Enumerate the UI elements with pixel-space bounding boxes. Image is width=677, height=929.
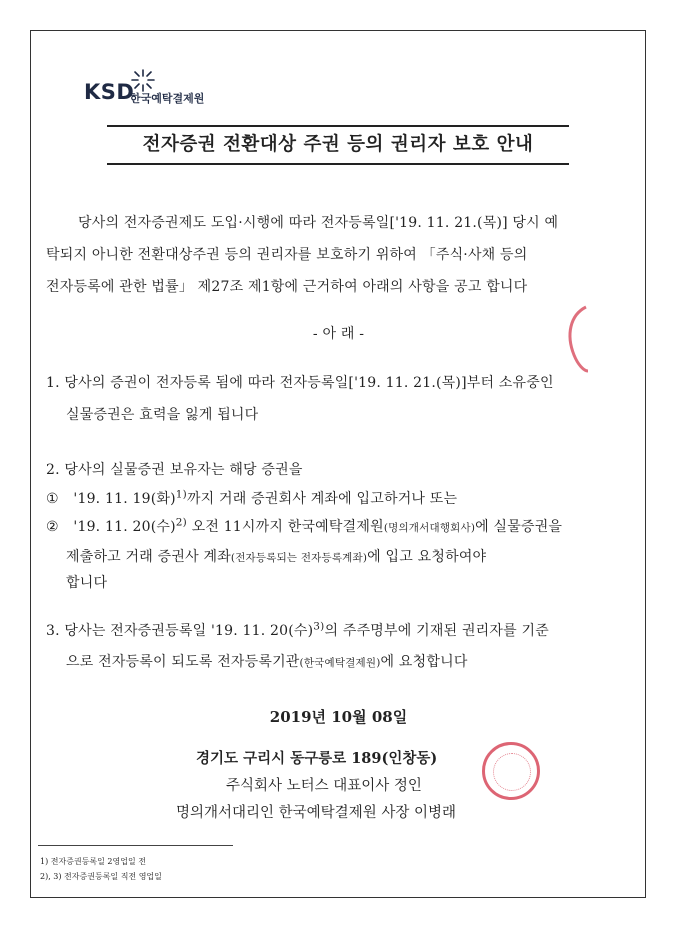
logo-brand: KSD — [84, 80, 135, 104]
item3-line-1 — [46, 620, 549, 640]
transfer-agent: 명의개서대리인 한국예탁결제원 사장 이병래 — [176, 805, 456, 821]
option-2-date: '19. 11. 20(수) — [73, 519, 176, 535]
option-1-text: 까지 거래 증권회사 계좌에 입고하거나 또는 — [186, 491, 458, 507]
page-title: 전자증권 전환대상 주권 등의 권리자 보호 안내 — [107, 125, 569, 165]
item2-option-2-line-2 — [66, 546, 486, 566]
option-2-text-end: 에 실물증권을 — [475, 519, 563, 535]
item1-line-2: 실물증권은 효력을 잃게 됩니다 — [66, 407, 259, 423]
option-2-line2-text: 제출하고 거래 증권사 계좌 — [66, 549, 231, 565]
option-1-date: '19. 11. 19(화) — [73, 491, 176, 507]
item3-line-2 — [66, 651, 468, 671]
option-2-mark: ② — [46, 519, 59, 535]
company-address: 경기도 구리시 동구릉로 189(인창동) — [196, 750, 438, 767]
option-2-line2-note: (전자등록되는 전자등록계좌) — [230, 552, 368, 564]
option-1-mark: ① — [46, 491, 59, 507]
footnote-divider — [38, 845, 233, 846]
side-seal-mark — [560, 305, 590, 373]
intro-line-2: 탁되지 아니한 전환대상주권 등의 권리자를 보호하기 위하여 「주식·사채 등의 — [46, 247, 528, 263]
option-2-note: (명의개서대행회사) — [383, 522, 476, 534]
footnote-ref-1: 1) — [175, 488, 187, 501]
footnote-ref-3: 3) — [313, 620, 325, 633]
item1-line-1: 1. 당사의 증권이 전자등록 됨에 따라 전자등록일['19. 11. 21.(목)]부터 소유중인 — [46, 375, 554, 391]
footnote-ref-2: 2) — [175, 516, 187, 529]
document-date: 2019년 10월 08일 — [269, 708, 408, 726]
footnote-1: 1) 전자증권등록일 2영업일 전 — [40, 857, 146, 866]
option-2-text: 오전 11시까지 한국예탁결제원 — [186, 519, 384, 535]
item3-text: 3. 당사는 전자증권등록일 '19. 11. 20(수) — [46, 623, 314, 639]
item2-heading: 2. 당사의 실물증권 보유자는 해당 증권을 — [46, 462, 303, 478]
option-2-line2-end: 에 입고 요청하여야 — [367, 549, 487, 565]
logo-name: 한국예탁결제원 — [130, 92, 205, 105]
item3-line2-text: 으로 전자등록이 되도록 전자등록기관 — [66, 654, 300, 670]
item3-text-end: 의 주주명부에 기재된 권리자를 기준 — [324, 623, 549, 639]
company-representative: 주식회사 노터스 대표이사 정인 — [226, 778, 422, 794]
item2-option-1 — [46, 488, 457, 508]
item2-option-2 — [46, 516, 562, 536]
footnote-2: 2), 3) 전자증권등록일 직전 영업일 — [40, 872, 162, 881]
intro-line-3: 전자등록에 관한 법률」 제27조 제1항에 근거하여 아래의 사항을 공고 합니다 — [46, 279, 528, 295]
intro-line-1: 당사의 전자증권제도 도입·시행에 따라 전자등록일['19. 11. 21.(목)] 당시 예 — [78, 215, 559, 231]
company-seal — [482, 742, 540, 800]
item3-line2-end: 에 요청합니다 — [380, 654, 468, 670]
below-heading: - 아 래 - — [312, 326, 365, 342]
item3-line2-note: (한국예탁결제원) — [299, 657, 381, 669]
item2-option-2-line-3: 합니다 — [66, 575, 108, 591]
